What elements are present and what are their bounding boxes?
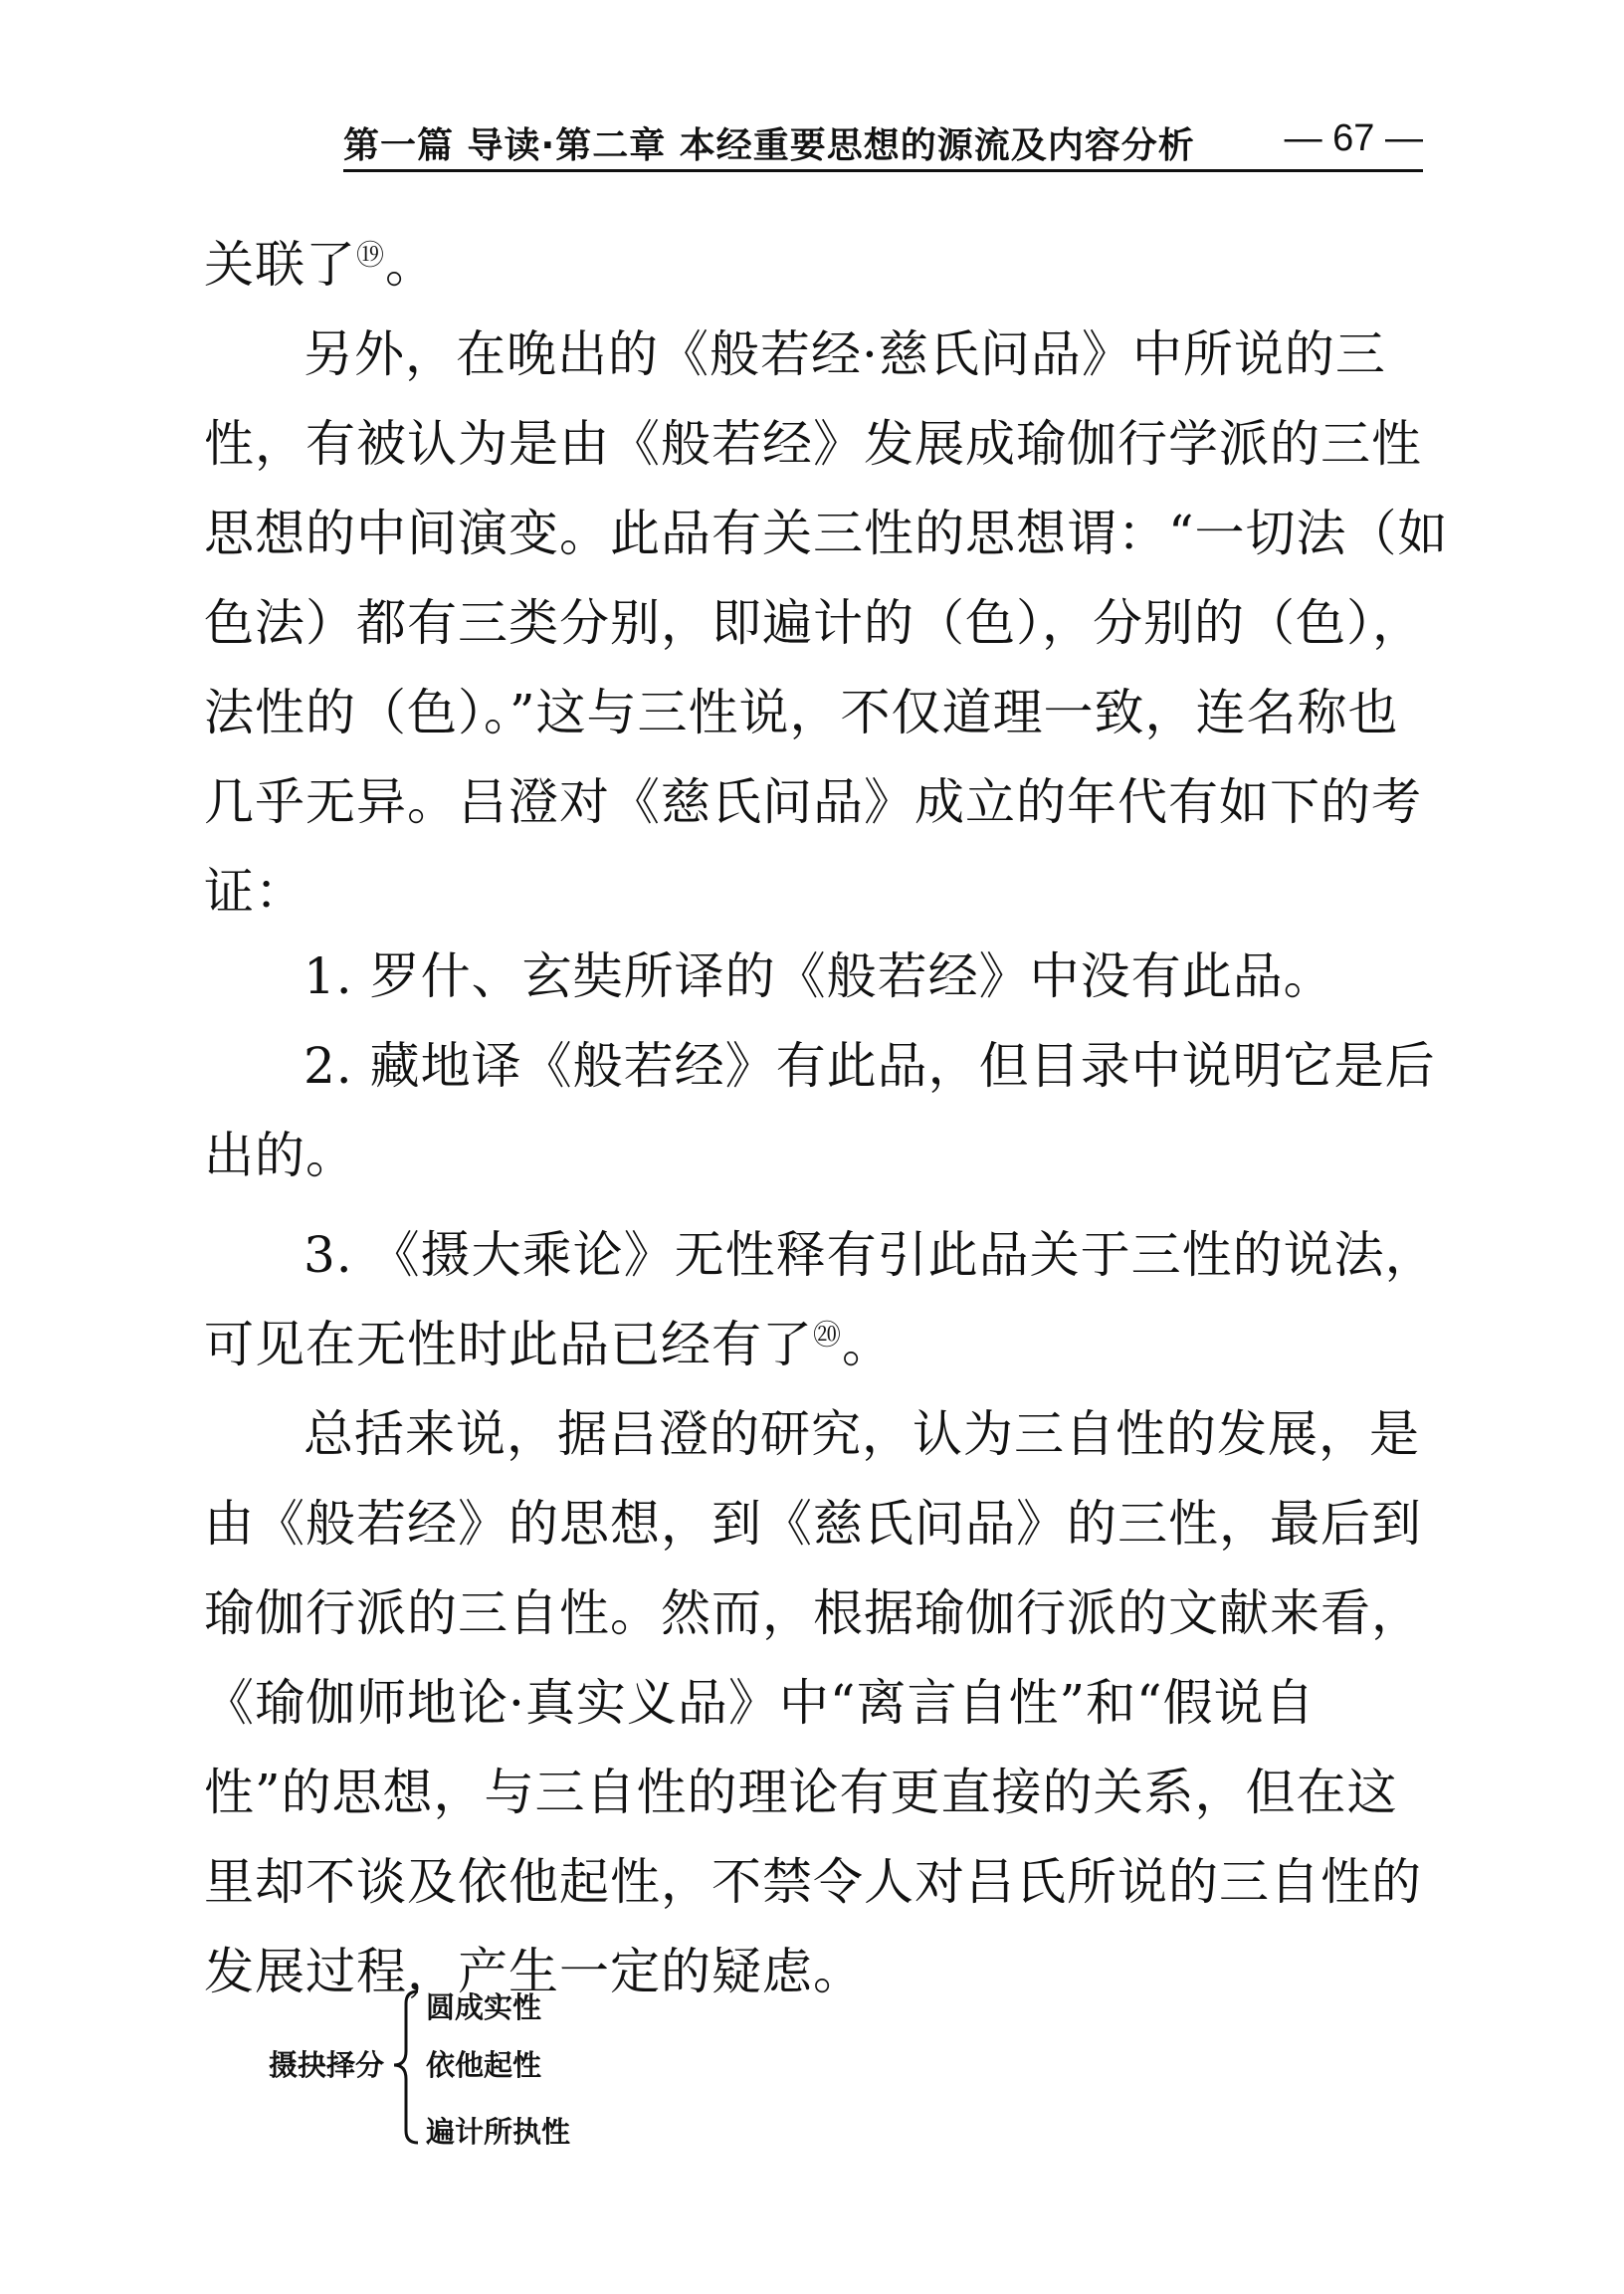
line-text: 。 [842,1316,894,1373]
paragraph-line: 思想的中间演变。此品有关三性的思想谓：“一切法（如 [204,505,1449,562]
paragraph-line: 性”的思想，与三自性的理论有更直接的关系，但在这 [204,1764,1398,1821]
footnote-marker[interactable]: ⑲ [356,238,386,272]
paragraph-line: 几乎无异。吕澄对《慈氏问品》成立的年代有如下的考 [204,773,1422,831]
list-item-3: 3. 《摄大乘论》无性释有引此品关于三性的说法， [304,1226,1436,1284]
line-text: 可见在无性时此品已经有了 [204,1316,813,1373]
paragraph-line: 《瑜伽师地论·真实义品》中“离言自性”和“假说自 [204,1674,1316,1732]
paragraph-line: 另外，在晚出的《般若经·慈氏问品》中所说的三 [304,325,1386,383]
paragraph-line: 发展过程，产生一定的疑虑。 [204,1943,864,2000]
paragraph-line [204,234,436,296]
paragraph-line: 总括来说，据吕澄的研究，认为三自性的发展，是 [304,1405,1420,1463]
page-number: — 67 — [1284,117,1423,159]
paragraph-line: 色法）都有三类分别，即遍计的（色），分别的（色）， [204,594,1423,652]
three-natures-diagram [269,1985,687,2155]
paragraph-line [204,1314,893,1375]
paragraph-line: 由《般若经》的思想，到《慈氏问品》的三性，最后到 [204,1495,1422,1553]
paragraph-line: 证： [204,863,305,921]
running-header [343,117,1423,172]
diagram-item: 遍计所执性 [426,2115,571,2149]
list-item-1: 1. 罗什、玄奘所译的《般若经》中没有此品。 [304,947,1334,1005]
diagram-root: 摄抉择分 [269,2048,385,2082]
paragraph-line: 出的。 [204,1127,356,1184]
header-title: 第一篇 导读·第二章 本经重要思想的源流及内容分析 [343,125,1195,166]
diagram-item: 圆成实性 [426,1990,542,2024]
paragraph-line: 里却不谈及依他起性，不禁令人对吕氏所说的三自性的 [204,1853,1422,1911]
line-text: 。 [385,236,437,294]
paragraph-line: 瑜伽行派的三自性。然而，根据瑜伽行派的文献来看， [204,1584,1422,1642]
footnote-marker[interactable]: ⑳ [813,1318,843,1352]
line-text: 关联了 [204,236,356,294]
curly-brace-icon [388,1987,424,2147]
paragraph-line: 性，有被认为是由《般若经》发展成瑜伽行学派的三性 [204,415,1422,473]
list-item-2: 2. 藏地译《般若经》有此品，但目录中说明它是后 [304,1037,1436,1095]
paragraph-line: 法性的（色）。”这与三性说，不仅道理一致，连名称也 [204,684,1399,741]
diagram-item: 依他起性 [426,2048,542,2082]
